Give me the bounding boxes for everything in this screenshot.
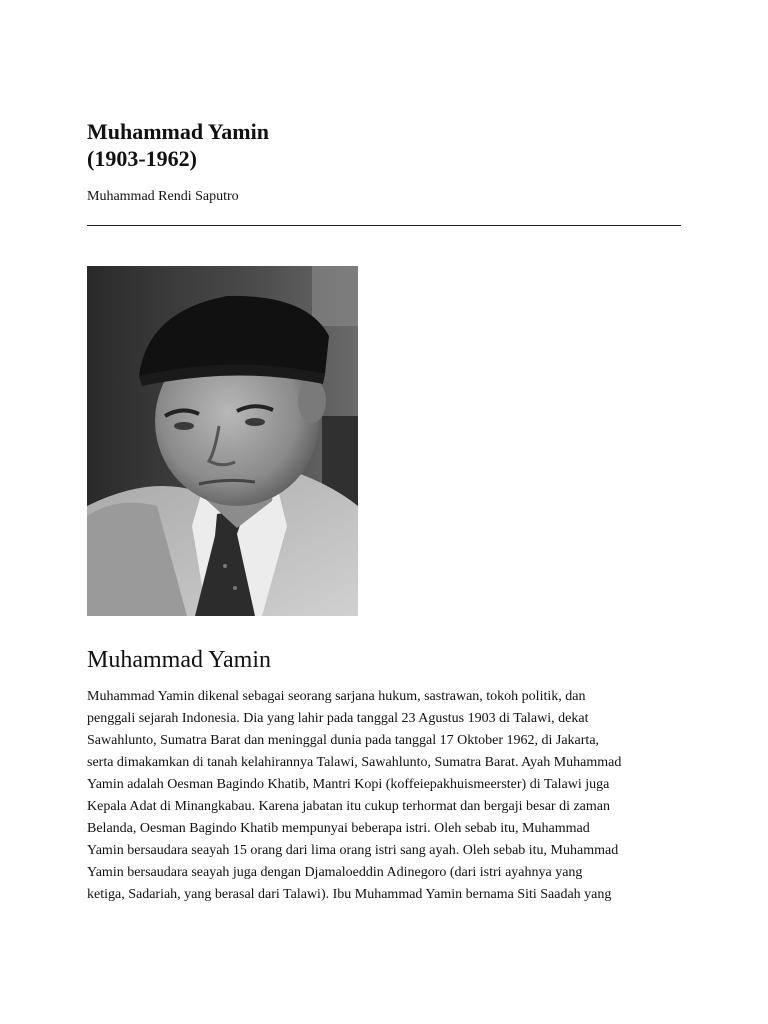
paragraph-line: Kepala Adat di Minangkabau. Karena jabatan itu cukup terhormat dan bergaji besar di zaman — [87, 799, 610, 814]
title-years: (1903-1962) — [87, 146, 197, 171]
body-paragraph — [87, 686, 687, 906]
paragraph-line: Muhammad Yamin dikenal sebagai seorang sarjana hukum, sastrawan, tokoh politik, dan — [87, 689, 586, 704]
author-name: Muhammad Rendi Saputro — [87, 189, 239, 204]
paragraph-line: serta dimakamkan di tanah kelahirannya Talawi, Sawahlunto, Sumatra Barat. Ayah Muhammad — [87, 755, 622, 770]
paragraph-line: ketiga, Sadariah, yang berasal dari Talawi). Ibu Muhammad Yamin bernama Siti Saadah yang — [87, 887, 612, 902]
paragraph-line: Yamin adalah Oesman Bagindo Khatib, Mantri Kopi (koffeiepakhuismeerster) di Talawi juga — [87, 777, 610, 792]
paragraph-line: Sawahlunto, Sumatra Barat dan meninggal dunia pada tanggal 17 Oktober 1962, di Jakarta, — [87, 733, 600, 748]
portrait-photo — [87, 266, 358, 616]
paragraph-line: penggali sejarah Indonesia. Dia yang lahir pada tanggal 23 Agustus 1903 di Talawi, dekat — [87, 711, 589, 726]
section-heading: Muhammad Yamin — [87, 647, 272, 673]
title-name: Muhammad Yamin — [87, 119, 269, 144]
document-title — [87, 118, 269, 172]
title-divider — [87, 225, 681, 226]
paragraph-line: Yamin bersaudara seayah juga dengan Djamaloeddin Adinegoro (dari istri ayahnya yang — [87, 865, 583, 880]
paragraph-line: Yamin bersaudara seayah 15 orang dari lima orang istri sang ayah. Oleh sebab itu, Muhammad — [87, 843, 619, 858]
paragraph-line: Belanda, Oesman Bagindo Khatib mempunyai beberapa istri. Oleh sebab itu, Muhammad — [87, 821, 590, 836]
